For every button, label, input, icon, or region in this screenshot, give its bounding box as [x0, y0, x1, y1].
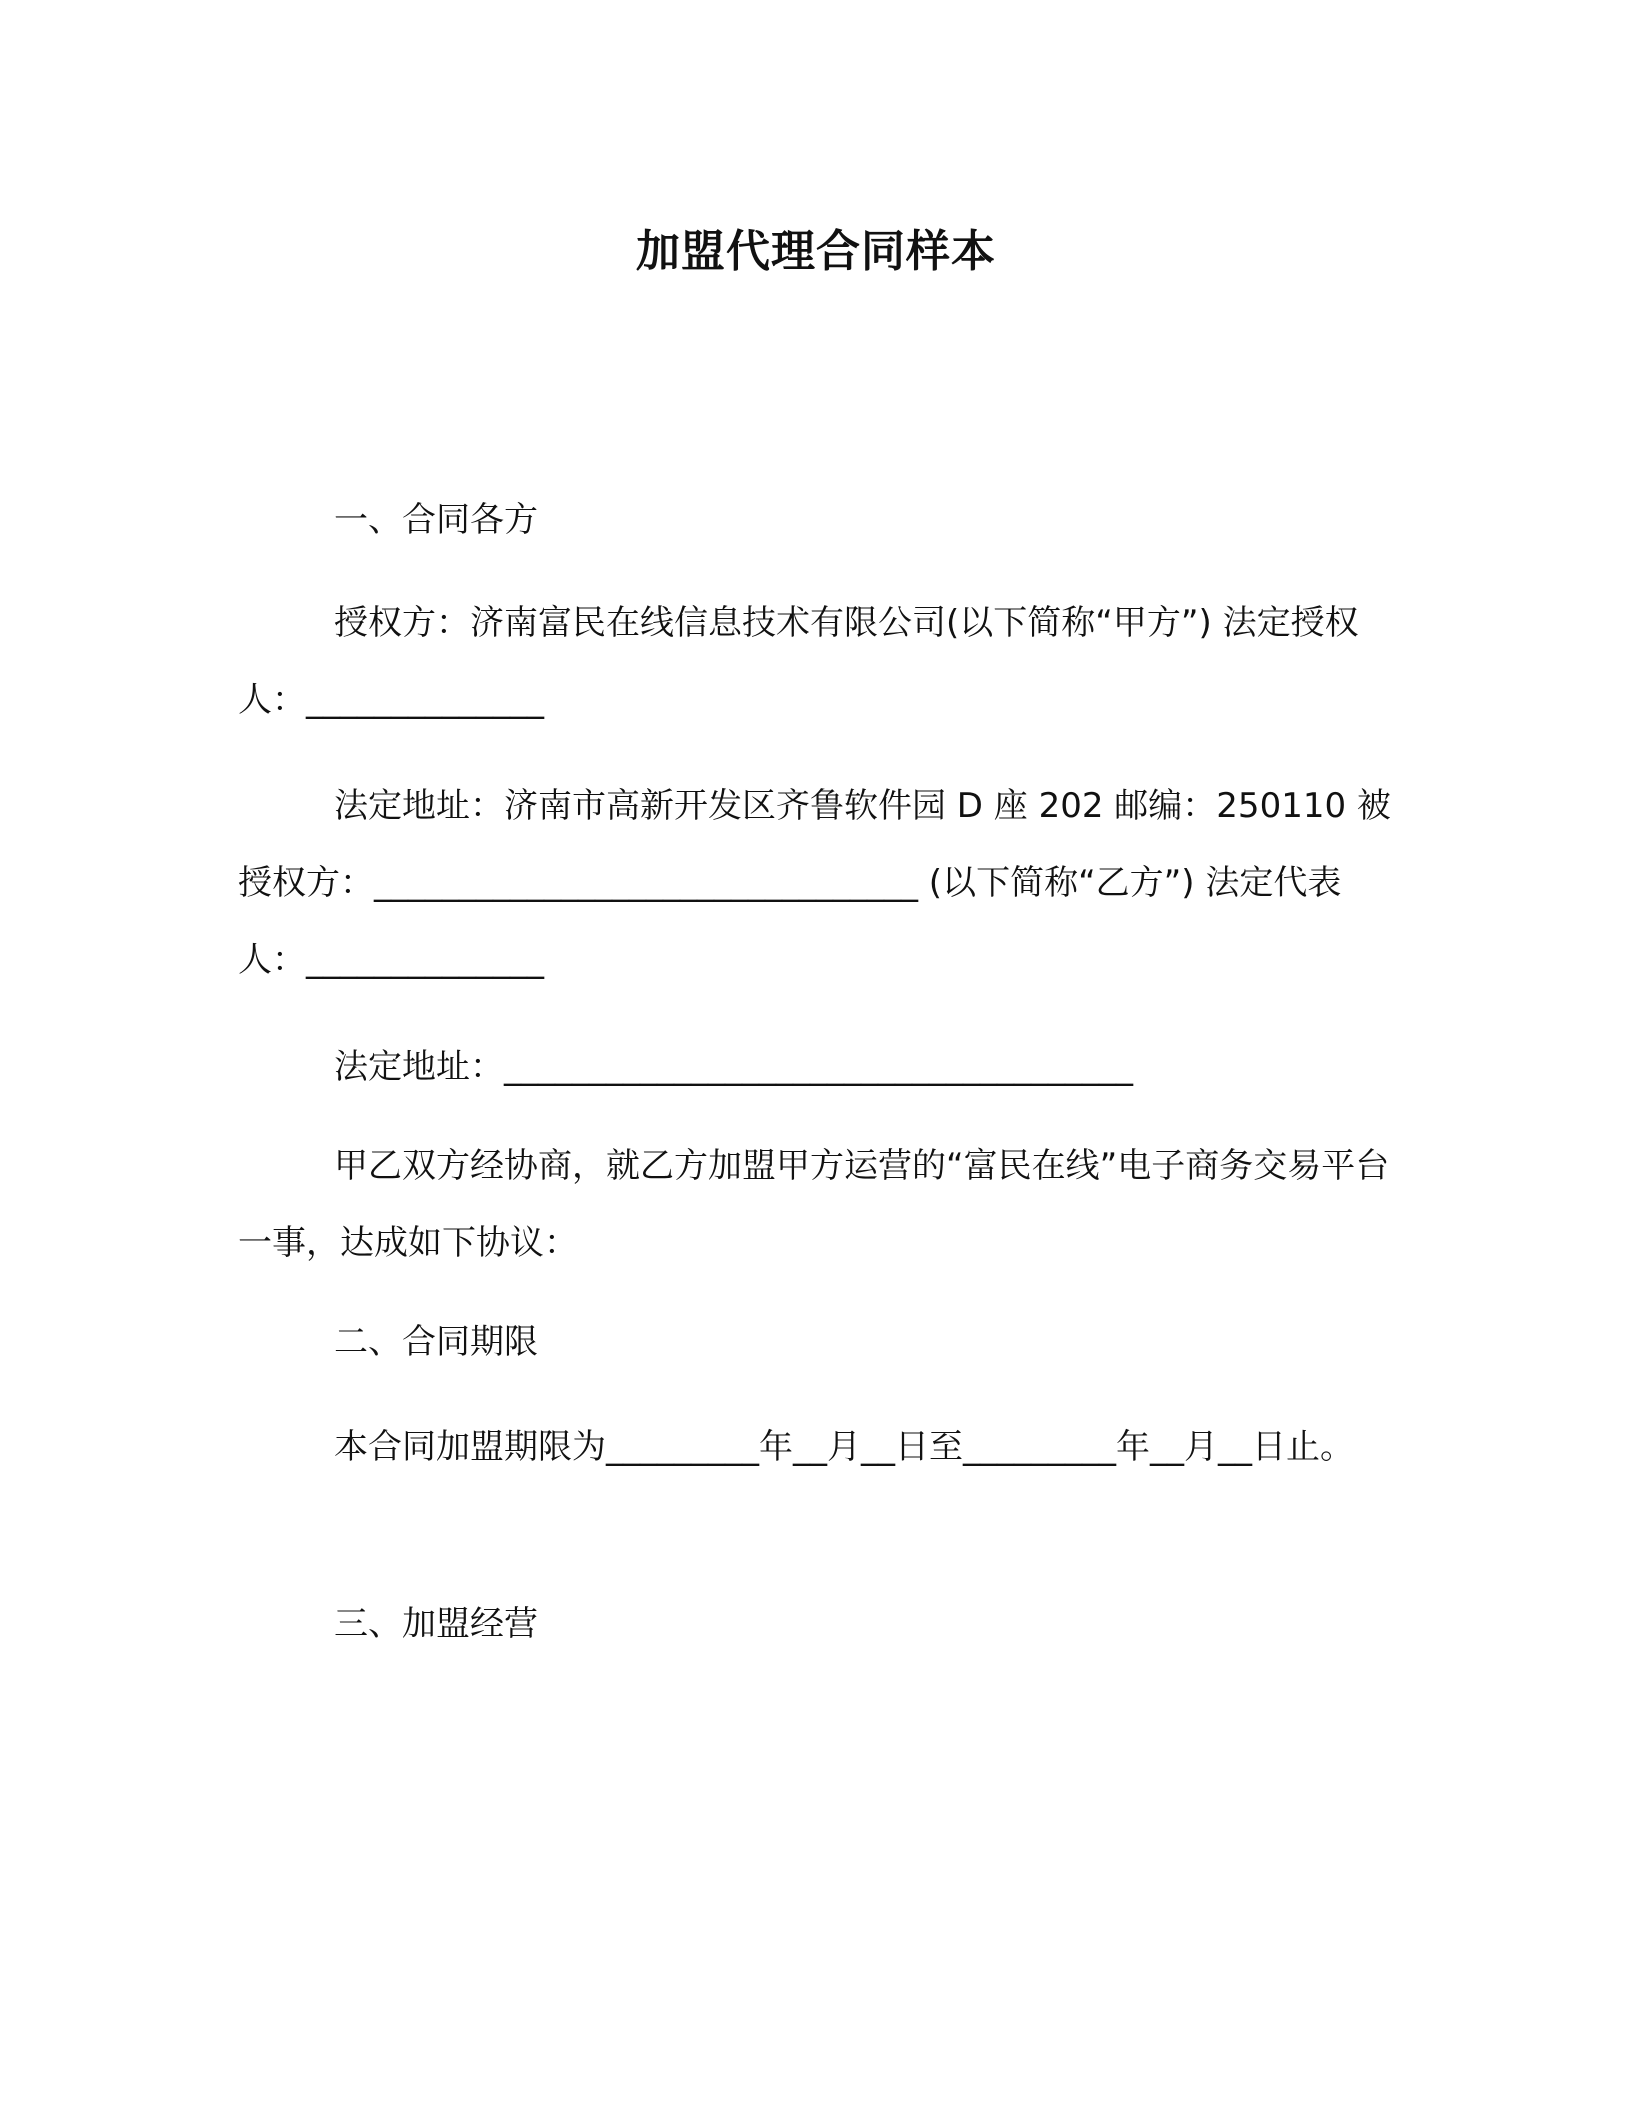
section-heading-term: 二、合同期限 — [334, 1322, 538, 1362]
paragraph-grantor: 授权方：济南富民在线信息技术有限公司(以下简称“甲方”) 法定授权人：______________ — [238, 603, 1359, 720]
document-title: 加盟代理合同样本 — [636, 226, 996, 277]
section-heading-franchise: 三、加盟经营 — [334, 1604, 538, 1644]
paragraph-agreement: 甲乙双方经协商，就乙方加盟甲方运营的“富民在线”电子商务交易平台一事，达成如下协议： — [238, 1146, 1390, 1263]
paragraph-grantee-address: 法定地址：_____________________________________ — [334, 1047, 1133, 1087]
section-heading-parties: 一、合同各方 — [334, 500, 538, 540]
paragraph-term: 本合同加盟期限为_________年__月__日至_________年__月__日止。 — [334, 1427, 1354, 1467]
paragraph-grantor-address: 法定地址：济南市高新开发区齐鲁软件园 D 座 202 邮编：250110 被授权方：________________________________ (以下简称“乙方”) 法定代表人：______________ — [238, 786, 1391, 980]
